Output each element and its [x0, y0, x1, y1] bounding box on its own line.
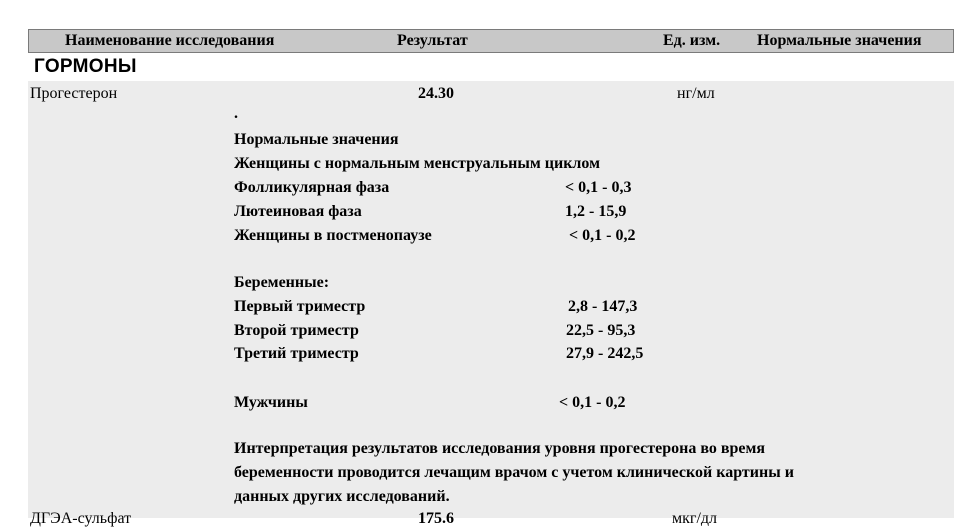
pregnant-range-value: 22,5 - 95,3: [566, 322, 636, 339]
interpretation-line: беременности проводится лечащим врачом с учетом клинической картины и: [234, 464, 794, 481]
next-test-name: ДГЭА-сульфат: [30, 510, 132, 527]
header-unit: Ед. изм.: [663, 32, 721, 49]
next-test-row: [28, 510, 954, 527]
norm-bullet: .: [234, 105, 238, 122]
header-norm: Нормальные значения: [757, 32, 922, 49]
pregnant-range-value: 2,8 - 147,3: [568, 298, 638, 315]
pregnant-title: Беременные:: [234, 274, 330, 291]
header-result: Результат: [397, 32, 468, 49]
interpretation-line: данных других исследований.: [234, 488, 450, 505]
next-test-value: 175.6: [418, 510, 454, 527]
test-unit: нг/мл: [677, 85, 715, 102]
table-header: [28, 29, 954, 53]
pregnant-range-label: Второй триместр: [234, 322, 359, 339]
header-name: Наименование исследования: [65, 32, 275, 49]
range-value: 1,2 - 15,9: [565, 203, 627, 220]
pregnant-range-value: 27,9 - 242,5: [566, 345, 644, 362]
range-label: Лютеиновая фаза: [234, 203, 362, 220]
range-value: < 0,1 - 0,2: [569, 227, 636, 244]
range-label: Фолликулярная фаза: [234, 179, 390, 196]
pregnant-range-label: Третий триместр: [234, 345, 359, 362]
test-value: 24.30: [418, 85, 454, 102]
range-label: Женщины в постменопаузе: [234, 227, 432, 244]
norm-title: Нормальные значения: [234, 131, 399, 148]
interpretation-line: Интерпретация результатов исследования уровня прогестерона во время: [234, 440, 766, 457]
range-value: < 0,1 - 0,3: [565, 179, 632, 196]
women-normal-cycle: Женщины с нормальным менструальным циклом: [234, 155, 600, 172]
men-value: < 0,1 - 0,2: [559, 394, 626, 411]
pregnant-range-label: Первый триместр: [234, 298, 366, 315]
next-test-unit: мкг/дл: [672, 510, 718, 527]
section-title: ГОРМОНЫ: [34, 56, 137, 77]
men-label: Мужчины: [234, 394, 308, 411]
test-name: Прогестерон: [30, 85, 118, 102]
